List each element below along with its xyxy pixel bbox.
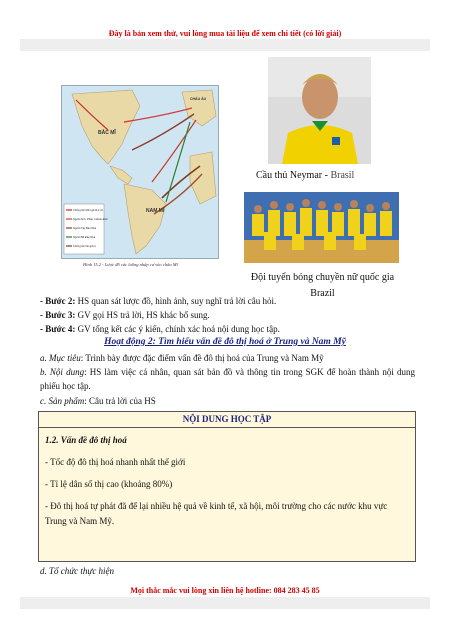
step-3-label: - Bước 3: <box>40 310 76 320</box>
box-subtitle: 1.2. Vấn đề đô thị hoá <box>45 435 127 445</box>
learning-content-box <box>38 411 416 562</box>
legend-item-2: Người Anh, Pháp, Hà-lan-Đức <box>73 218 108 221</box>
neymar-photo <box>268 57 371 164</box>
activity-organization: d. Tổ chức thực hiện <box>40 566 115 576</box>
step-3 <box>40 310 210 320</box>
map-label-europe: CHÂU ÂU <box>190 97 207 101</box>
volleyball-team-photo <box>244 192 399 263</box>
footer-notice: Mọi thắc mắc vui lòng xin liên hệ hotline: 084 283 45 85 <box>130 586 320 595</box>
objective-text: : Trình bày được đặc điểm vấn đề đô thị hoá của Trung và Nam Mỹ <box>80 353 324 363</box>
legend-item-4: Người Bồ Đào Nha <box>73 236 96 239</box>
migration-map <box>61 85 219 259</box>
step-2 <box>40 296 276 306</box>
activity-heading: Hoạt động 2: Tìm hiểu vấn đề đô thị hoá ở Trung và Nam Mỹ <box>104 337 346 347</box>
footer-band <box>20 597 430 609</box>
content-label: b. Nội dung <box>40 367 85 377</box>
map-caption: Hình 15.2 - Lược đồ các luồng nhập cư vào châu Mĩ <box>83 262 178 267</box>
step-3-text: GV gọi HS trả lời, HS khác bổ sung. <box>75 310 210 320</box>
content-text: : HS làm việc cá nhân, quan sát bản đồ và thông tin trong SGK để hoàn thành nội dung phiếu học tập. <box>40 367 415 391</box>
box-item-2: - Tỉ lệ dân số thị cao (khoảng 80%) <box>45 479 173 489</box>
step-2-text: HS quan sát lược đồ, hình ảnh, suy nghĩ trả lời câu hỏi. <box>75 296 277 306</box>
header-notice: Đây là bản xem thử, vui lòng mua tài liệu để xem chi tiết (có lời giải) <box>108 29 342 38</box>
activity-product <box>40 394 415 408</box>
step-2-label: - Bước 2: <box>40 296 76 306</box>
neymar-caption-country: Brasil <box>330 170 355 181</box>
activity-content <box>40 365 415 393</box>
migration-map-graphic <box>62 86 218 258</box>
legend-item-3: Người Tây Ban Nha <box>73 227 97 230</box>
step-4 <box>40 324 280 334</box>
neymar-caption <box>256 170 354 181</box>
box-item-3: - Đô thị hoá tự phát đã để lại nhiều hệ quả về kinh tế, xã hội, môi trường cho các nước khu vực Trung và Nam Mỹ. <box>45 501 388 526</box>
box-item-1: - Tốc độ đô thị hoá nhanh nhất thế giới <box>45 457 186 467</box>
header-band <box>20 39 430 51</box>
map-label-north-america: BẮC MĨ <box>98 130 116 136</box>
team-caption-line1: Đội tuyển bóng chuyền nữ quốc gia <box>250 272 395 283</box>
legend-item-1: Chủng tộc Môn-gô-lô-it cổ <box>73 209 103 212</box>
map-label-south-america: NAM MĨ <box>146 208 165 214</box>
activity-objective <box>40 351 415 365</box>
box-title: NỘI DUNG HỌC TẬP <box>39 412 415 428</box>
legend-item-5: Chủng tộc Nê-grô-it <box>73 245 96 248</box>
product-text: : Câu trả lời của HS <box>84 396 156 406</box>
objective-label: a. Mục tiêu <box>40 353 81 363</box>
neymar-caption-main: Cầu thủ Neymar - <box>256 170 331 181</box>
step-4-text: GV tổng kết các ý kiến, chính xác hoá nội dung học tập. <box>75 324 280 334</box>
product-label: c. Sản phẩm <box>40 396 85 406</box>
team-caption-line2: Brazil <box>310 288 335 299</box>
step-4-label: - Bước 4: <box>40 324 76 334</box>
